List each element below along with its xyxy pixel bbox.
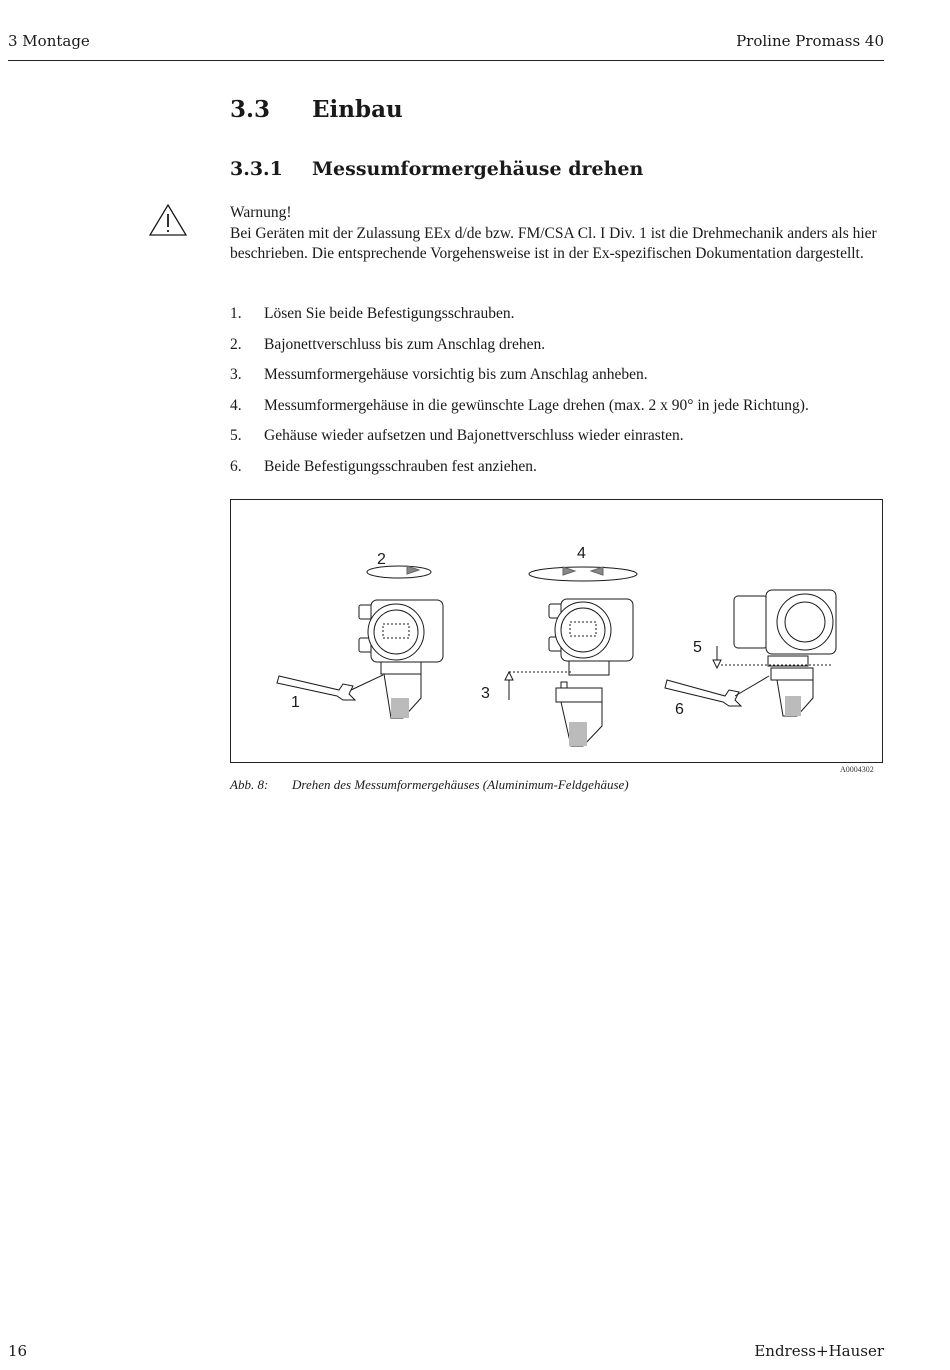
caption-text: Drehen des Messumformergehäuses (Aluminimum-Feldgehäuse): [292, 777, 629, 792]
warning-title: Warnung!: [230, 204, 292, 221]
figure-label-2: 2: [377, 551, 386, 568]
figure-label-3: 3: [481, 685, 490, 702]
figure-label-5: 5: [693, 639, 702, 656]
rotation-arrow-4: [529, 567, 637, 581]
step-number: 2.: [230, 335, 242, 353]
step-text: Bajonettverschluss bis zum Anschlag drehen.: [264, 335, 546, 353]
step-text: Beide Befestigungsschrauben fest anziehen.: [264, 457, 537, 475]
figure-caption: [230, 777, 629, 793]
housing-rotation-illustration: [231, 500, 882, 762]
step-number: 3.: [230, 366, 242, 383]
header-section: 3 Montage: [8, 32, 90, 50]
list-item: [230, 458, 890, 489]
step-text: Gehäuse wieder aufsetzen und Bajonettverschluss wieder einrasten.: [264, 427, 684, 444]
warning-text: Bei Geräten mit der Zulassung EEx d/de bzw. FM/CSA Cl. I Div. 1 ist die Drehmechanik anders als hier beschrieben. Die entsprechende Vorgehensweise ist in der Ex-spezifischen Dokumentation dargestellt.: [230, 224, 877, 262]
figure-id: A0004302: [840, 765, 874, 774]
list-item: [230, 336, 890, 367]
lower-arrow-5: [713, 646, 721, 668]
figure-label-4: 4: [577, 545, 586, 562]
section-title: Einbau: [312, 96, 403, 123]
subsection-heading: [230, 158, 643, 180]
warning-triangle-icon: [148, 203, 188, 237]
warning-block: [230, 203, 890, 265]
list-item: [230, 427, 890, 458]
section-number: 3.3: [230, 96, 271, 123]
step-text: Lösen Sie beide Befestigungsschrauben.: [264, 305, 515, 322]
step-text: Messumformergehäuse in die gewünschte Lage drehen (max. 2 x 90° in jede Richtung).: [264, 396, 809, 414]
subsection-number: 3.3.1: [230, 158, 283, 180]
list-item: [230, 397, 890, 428]
step-text: Messumformergehäuse vorsichtig bis zum Anschlag anheben.: [264, 366, 648, 383]
caption-label: Abb. 8:: [230, 777, 269, 792]
list-item: [230, 366, 890, 397]
lift-arrow-3: [505, 672, 513, 700]
step-number: 6.: [230, 457, 242, 475]
header-divider: [8, 60, 884, 61]
figure-label-1: 1: [291, 694, 300, 711]
figure-frame: [230, 499, 883, 763]
procedure-steps: [230, 305, 890, 488]
transmitter-housing-1: [277, 600, 443, 718]
subsection-title: Messumformergehäuse drehen: [312, 158, 644, 180]
section-heading: [230, 96, 403, 123]
step-number: 1.: [230, 305, 242, 322]
page-number: 16: [8, 1342, 28, 1360]
list-item: [230, 305, 890, 336]
step-number: 5.: [230, 427, 242, 444]
figure-label-6: 6: [675, 701, 684, 718]
step-number: 4.: [230, 396, 242, 414]
header-product: Proline Promass 40: [736, 32, 884, 50]
transmitter-housing-3: [665, 590, 836, 716]
transmitter-housing-2: [509, 599, 633, 746]
footer-brand: Endress+Hauser: [754, 1342, 884, 1360]
